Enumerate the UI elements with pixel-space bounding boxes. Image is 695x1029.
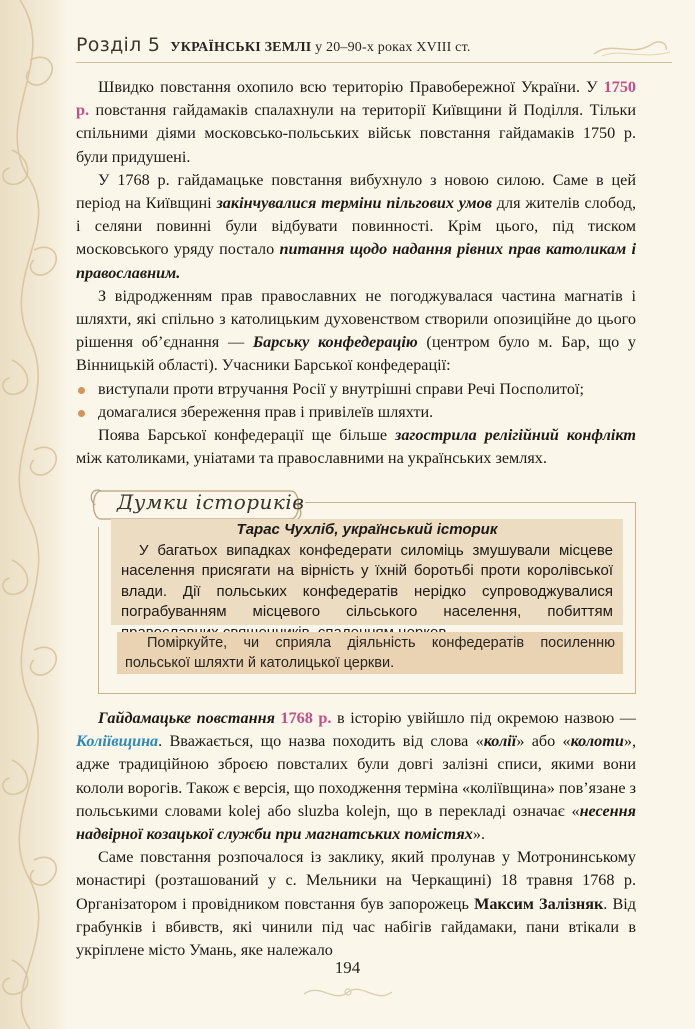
paragraph: Гайдамацьке повстання 1768 р. в історію увійшло під окремою назвою — Коліївщина. Вважається, що назва походить від слова «колії» або «колоти», адже традиційною зброєю повсталих були довгі залізні списи, якими вони кололи ворогів. Також є версія, що походження терміна «коліївщина» пов’язане з польськими словами kolej або sluzba kolejn, що в перекладі означає «несення надвірної козацької служби при магнатських помістях».: [76, 709, 637, 844]
list-item: домагалися збереження прав і привілеїв шляхти.: [76, 401, 636, 424]
decorative-ornament-border: [0, 0, 68, 1029]
paragraph: Швидко повстання охопило всю територію Правобережної України. У 1750 р. повстання гайдамаків спалахнули на території Київщини й Поділля. Тільки спільними діями московсько-польських військ повстання гайдамаків 1750 р. були придушені.: [76, 78, 636, 166]
list-item: виступали проти втручання Росії у внутрішні справи Речі Посполитої;: [76, 378, 636, 401]
section-label: Розділ 5: [76, 34, 161, 56]
quote-text: У багатьох випадках конфедерати силоміць змушували місцеве населення присягати на вірність у їхній боротьбі проти королівської влади. Дії польських конфедератів нерідко супроводжувалися пограбуванням місцевого сільського населення, побиттям: [121, 541, 613, 620]
confederation-goals-list: [76, 378, 636, 424]
header-swirl-icon: [592, 36, 672, 60]
main-text-block-1: [76, 76, 636, 470]
reflection-task: Поміркуйте, чи сприяла діяльність конфедератів посиленню польської шляхти й католицької церкви.: [117, 632, 623, 674]
paragraph: Саме повстання розпочалося із заклику, який пролунав у Мотронинському монастирі (розташований у с. Мельники на Черкащині) 18 травня 1768 р. Організатором і провідником повстання був запорожець Максим Залізняк. Від грабунків і вбивств, які чинили під час набігів гайдамаки, пани втікали в укріплене місто Умань, яке належало: [76, 848, 636, 960]
section-topic: УКРАЇНСЬКІ ЗЕМЛІ у 20–90-х роках XVIII ст.: [170, 40, 471, 55]
bottom-flourish-icon: [300, 980, 396, 1006]
historian-quote: [111, 519, 623, 625]
opinion-title: Думки істориків: [117, 490, 305, 514]
paragraph: З відродженням прав православних не погоджувалася частина магнатів і шляхти, які спільно з католицьким духовенством створили опозиційне до цього рішення об’єднання — Барську конфедерацію (центром було м. Бар, що у Вінницькій області). Учасники Барської конфедерації:: [76, 286, 636, 375]
paragraph: У 1768 р. гайдамацьке повстання вибухнуло з новою силою. Саме в цей період на Київщині закінчувалися терміни пільгових умов для жителів слобод, і селяни повинні були відбувати повинності. Крім цього, під тиском московського уряду постало питання щодо надання рівних прав католикам і православним.: [76, 170, 637, 282]
page-header: [76, 34, 672, 63]
paragraph: Поява Барської конфедерації ще більше загострила релігійний конфлікт між католиками, уніатами та православними на українських землях.: [76, 426, 636, 468]
quote-author: Тарас Чухліб, український історик: [236, 521, 498, 538]
main-text-block-2: [76, 707, 636, 962]
historians-opinion-box: [98, 490, 636, 694]
page-number: 194: [334, 958, 361, 977]
